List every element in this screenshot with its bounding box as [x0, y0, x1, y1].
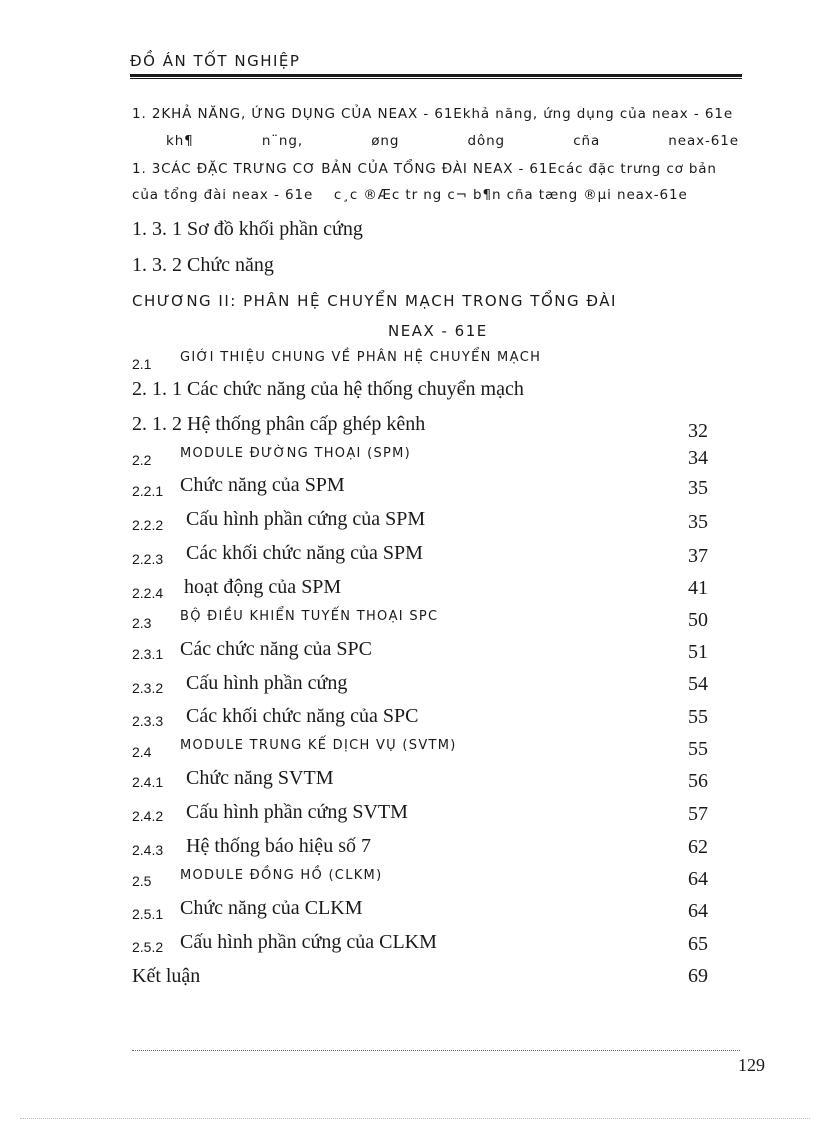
entry-number: 2.2.1	[132, 483, 164, 499]
toc-entry	[0, 835, 816, 869]
garbled-word: øng	[371, 133, 400, 149]
entry-title: Chức năng của CLKM	[180, 897, 363, 919]
entry-number: 2.2.3	[132, 551, 164, 567]
entry-page: 55	[688, 738, 708, 760]
toc-line-2-1-2: 2. 1. 2 Hệ thống phân cấp ghép kênh	[132, 413, 426, 435]
entry-page: 54	[688, 673, 708, 695]
entry-number: 2.5	[132, 873, 152, 889]
header-rule-thin	[130, 78, 742, 79]
toc-entry	[0, 767, 816, 801]
toc-entry	[0, 542, 816, 576]
entry-number: 2.4.2	[132, 808, 164, 824]
entry-number: 2.4	[132, 744, 152, 760]
entry-page: 65	[688, 933, 708, 955]
header-rule	[130, 74, 742, 77]
entry-number: 2.3.2	[132, 680, 164, 696]
section-number: 2.1	[132, 356, 152, 372]
entry-title: MODULE ĐƯỜNG THOẠI (SPM)	[180, 446, 412, 461]
entry-title: Cấu hình phần cứng	[186, 672, 348, 694]
entry-number: 2.2	[132, 452, 152, 468]
toc-entry	[0, 866, 816, 900]
entry-page: 62	[688, 836, 708, 858]
toc-entry	[0, 672, 816, 706]
garbled-word: dông	[467, 133, 506, 149]
entry-title: Cấu hình phần cứng SVTM	[186, 801, 408, 823]
page-ref: 32	[688, 420, 708, 442]
conclusion-title: Kết luận	[132, 965, 201, 987]
entry-page: 56	[688, 770, 708, 792]
section-title: GIỚI THIỆU CHUNG VỀ PHÂN HỆ CHUYỂN MẠCH	[180, 350, 542, 365]
garbled-word: n¨ng,	[261, 133, 304, 149]
entry-number: 2.4.1	[132, 774, 164, 790]
entry-number: 2.5.1	[132, 906, 164, 922]
entry-title: Chức năng của SPM	[180, 474, 345, 496]
toc-line-1-2-garbled	[166, 133, 739, 149]
entry-title: Chức năng SVTM	[186, 767, 334, 789]
chapter-title: CHƯƠNG II: PHÂN HỆ CHUYỂN MẠCH TRONG TỔNG ĐÀI	[132, 292, 617, 310]
toc-line-1-3-2: 1. 3. 2 Chức năng	[132, 254, 274, 276]
footer-rule	[132, 1050, 740, 1051]
conclusion-page: 69	[688, 965, 708, 987]
toc-entry	[0, 897, 816, 931]
garbled-word: kh¶	[166, 133, 194, 149]
toc-entry	[0, 638, 816, 672]
toc-line-2-1-1: 2. 1. 1 Các chức năng của hệ thống chuyển mạch	[132, 378, 524, 400]
footer-page-number: 129	[738, 1055, 765, 1075]
entry-title: Cấu hình phần cứng của CLKM	[180, 931, 437, 953]
toc-entry	[0, 443, 816, 477]
toc-entry	[0, 931, 816, 965]
toc-entry	[0, 508, 816, 542]
entry-number: 2.3.3	[132, 713, 164, 729]
entry-title: Các khối chức năng của SPC	[186, 705, 419, 727]
entry-page: 35	[688, 511, 708, 533]
entry-page: 41	[688, 577, 708, 599]
header-title: ĐỒ ÁN TỐT NGHIỆP	[130, 52, 301, 70]
entry-number: 2.2.4	[132, 585, 164, 601]
entry-title: Các khối chức năng của SPM	[186, 542, 423, 564]
entry-page: 34	[688, 447, 708, 469]
entry-page: 51	[688, 641, 708, 663]
entry-page: 55	[688, 706, 708, 728]
entry-page: 35	[688, 477, 708, 499]
entry-page: 37	[688, 545, 708, 567]
entry-title: MODULE TRUNG KẾ DỊCH VỤ (SVTM)	[180, 738, 457, 753]
entry-page: 64	[688, 900, 708, 922]
garbled-word: neax-61e	[668, 133, 739, 149]
entry-number: 2.4.3	[132, 842, 164, 858]
chapter-title-cont: NEAX - 61E	[388, 322, 488, 340]
toc-line-1-3: 1. 3CÁC ĐẶC TRƯNG CƠ BẢN CỦA TỔNG ĐÀI NEAX - 61Ecác đặc trưng cơ bản	[132, 161, 717, 177]
entry-title: MODULE ĐỒNG HỒ (CLKM)	[180, 868, 383, 883]
entry-page: 57	[688, 803, 708, 825]
garbled-word: cña	[573, 133, 601, 149]
toc-entry	[0, 705, 816, 739]
toc-entry	[0, 607, 816, 641]
entry-title: hoạt động của SPM	[184, 576, 342, 598]
entry-title: Các chức năng của SPC	[180, 638, 372, 660]
entry-number: 2.2.2	[132, 517, 164, 533]
entry-title: Cấu hình phần cứng của SPM	[186, 508, 426, 530]
toc-line-1-3-1: 1. 3. 1 Sơ đồ khối phần cứng	[132, 218, 363, 240]
entry-page: 64	[688, 868, 708, 890]
entry-title: Hệ thống báo hiệu số 7	[186, 835, 371, 857]
entry-number: 2.5.2	[132, 939, 164, 955]
page-edge	[20, 1118, 810, 1119]
entry-title: BỘ ĐIỀU KHIỂN TUYẾN THOẠI SPC	[180, 609, 439, 624]
toc-line-1-2: 1. 2KHẢ NĂNG, ỨNG DỤNG CỦA NEAX - 61Ekhả năng, ứng dụng của neax - 61e	[132, 106, 734, 122]
toc-line-1-3-cont: của tổng đài neax - 61e c¸c ®Æc tr ng c¬ b¶n cña tæng ®µi neax-61e	[132, 187, 688, 203]
entry-number: 2.3.1	[132, 646, 164, 662]
toc-entry	[0, 576, 816, 610]
toc-entry	[0, 474, 816, 508]
entry-number: 2.3	[132, 615, 152, 631]
entry-page: 50	[688, 609, 708, 631]
toc-entry	[0, 801, 816, 835]
